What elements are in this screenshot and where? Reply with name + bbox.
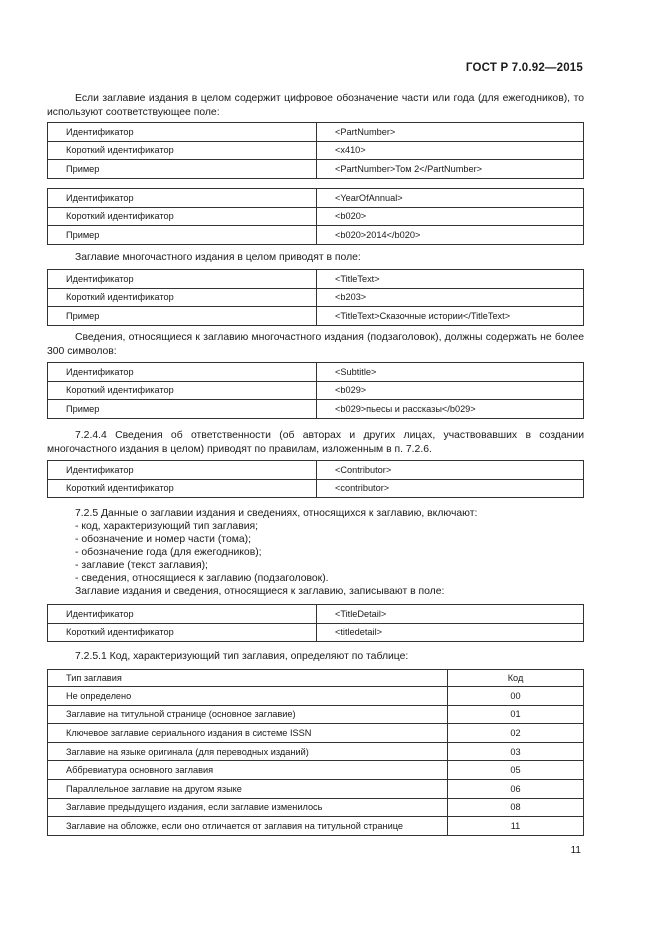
cell-label: Короткий идентификатор [48,381,317,400]
cell-label: Идентификатор [48,123,317,142]
page-number: 11 [570,845,581,856]
cell-label: Идентификатор [48,461,317,480]
list-item: - сведения, относящиеся к заглавию (подзаголовок). [75,572,329,585]
cell-value: <TitleText>Сказочные истории</TitleText> [317,307,584,326]
list-item: - заглавие (текст заглавия); [75,559,329,572]
paragraph-subtitle-intro: Сведения, относящиеся к заглавию многочастного издания (подзаголовок), должны содержать не более 300 символов: [47,332,584,357]
cell-value: <x410> [317,141,584,160]
cell-title-type: Заглавие на обложке, если оно отличается от заглавия на титульной странице [48,817,448,836]
cell-label: Идентификатор [48,189,317,208]
cell-value: <Contributor> [317,461,584,480]
cell-title-type: Не определено [48,687,448,706]
document-header: ГОСТ Р 7.0.92—2015 [465,62,583,74]
table-row [48,461,584,480]
cell-label: Идентификатор [48,605,317,624]
table-row [48,623,584,642]
table-row [48,817,584,836]
cell-label: Пример [48,307,317,326]
table-title-type-codes [47,669,584,836]
table-row [48,381,584,400]
cell-code: 05 [448,761,584,780]
cell-label: Идентификатор [48,270,317,289]
cell-value: <TitleText> [317,270,584,289]
cell-value: <contributor> [317,479,584,498]
cell-value: <YearOfAnnual> [317,189,584,208]
cell-value: <b029>пьесы и рассказы</b029> [317,400,584,419]
cell-value: <b020>2014</b020> [317,226,584,245]
cell-code: 01 [448,705,584,724]
cell-title-type: Ключевое заглавие сериального издания в системе ISSN [48,724,448,743]
list-item: - код, характеризующий тип заглавия; [75,520,329,533]
cell-code: 02 [448,724,584,743]
cell-code: 06 [448,779,584,798]
paragraph-title-data-intro: 7.2.5 Данные о заглавии издания и сведениях, относящихся к заглавию, включают: [75,508,478,519]
table-row [48,207,584,226]
cell-label: Пример [48,226,317,245]
table-contributor [47,460,584,498]
table-row [48,687,584,706]
cell-title-type: Параллельное заглавие на другом языке [48,779,448,798]
cell-code: 11 [448,817,584,836]
table-row [48,798,584,817]
table-title-detail [47,604,584,642]
table-row [48,705,584,724]
cell-title-type: Аббревиатура основного заглавия [48,761,448,780]
paragraph-contributor-intro: 7.2.4.4 Сведения об ответственности (об авторах и других лицах, участвовавших в создании многочастного издания в целом) приводят по правилам, изложенным в п. 7.2.6. [47,430,584,455]
table-subtitle [47,362,584,419]
header-code: Код [448,670,584,687]
cell-label: Пример [48,400,317,419]
cell-value: <PartNumber>Том 2</PartNumber> [317,160,584,179]
paragraph-code-table-intro: 7.2.5.1 Код, характеризующий тип заглавия, определяют по таблице: [75,651,409,662]
table-row [48,724,584,743]
cell-title-type: Заглавие на языке оригинала (для переводных изданий) [48,742,448,761]
cell-value: <b029> [317,381,584,400]
table-row [48,605,584,624]
table-row [48,479,584,498]
cell-value: <b203> [317,288,584,307]
cell-label: Идентификатор [48,363,317,382]
paragraph-title-text-intro: Заглавие многочастного издания в целом приводят в поле: [75,252,361,263]
table-year-of-annual [47,188,584,245]
table-row [48,226,584,245]
cell-label: Пример [48,160,317,179]
cell-code: 03 [448,742,584,761]
table-row [48,160,584,179]
cell-value: <TitleDetail> [317,605,584,624]
cell-code: 08 [448,798,584,817]
table-row [48,779,584,798]
cell-code: 00 [448,687,584,706]
table-row [48,123,584,142]
table-row [48,742,584,761]
table-header-row [48,670,584,687]
table-row [48,288,584,307]
table-row [48,189,584,208]
table-row [48,400,584,419]
cell-label: Короткий идентификатор [48,623,317,642]
list-item: - обозначение и номер части (тома); [75,533,329,546]
header-title-type: Тип заглавия [48,670,448,687]
cell-label: Короткий идентификатор [48,288,317,307]
cell-label: Короткий идентификатор [48,479,317,498]
table-row [48,141,584,160]
paragraph-part-number-intro: Если заглавие издания в целом содержит цифровое обозначение части или года (для ежегодников), то используют соответствующее поле: [47,93,584,118]
paragraph-title-detail-intro: Заглавие издания и сведения, относящиеся к заглавию, записывают в поле: [75,586,445,597]
table-title-text [47,269,584,326]
cell-label: Короткий идентификатор [48,141,317,160]
title-data-list [75,520,329,585]
table-row [48,363,584,382]
table-part-number [47,122,584,179]
table-row [48,307,584,326]
cell-value: <titledetail> [317,623,584,642]
cell-label: Короткий идентификатор [48,207,317,226]
cell-value: <PartNumber> [317,123,584,142]
table-row [48,761,584,780]
table-row [48,270,584,289]
cell-value: <b020> [317,207,584,226]
cell-value: <Subtitle> [317,363,584,382]
cell-title-type: Заглавие предыдущего издания, если заглавие изменилось [48,798,448,817]
cell-title-type: Заглавие на титульной странице (основное заглавие) [48,705,448,724]
list-item: - обозначение года (для ежегодников); [75,546,329,559]
